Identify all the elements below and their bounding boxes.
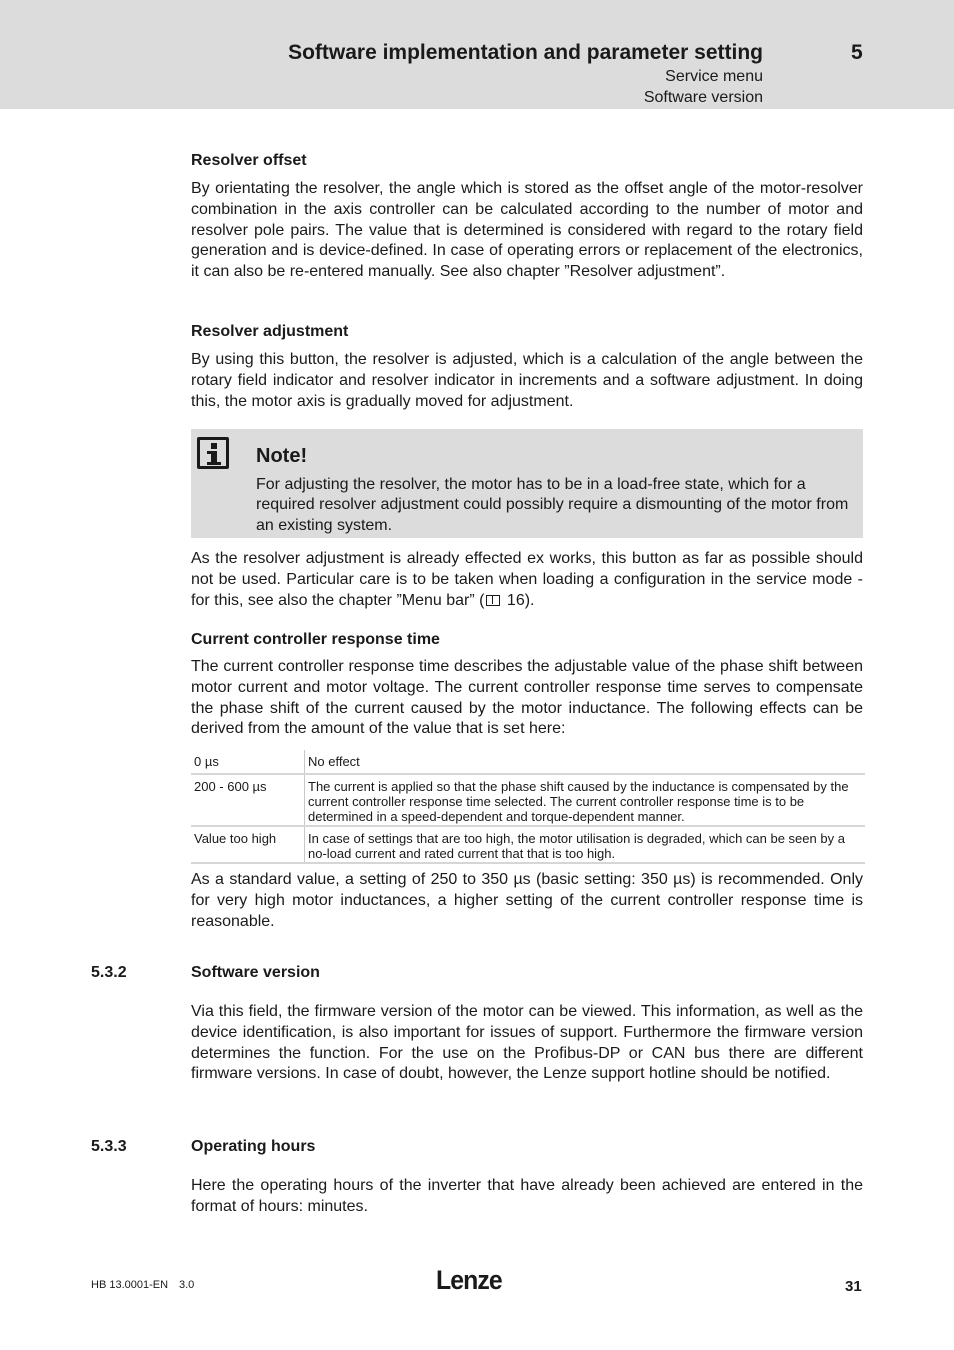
section-532-number: 5.3.2 [91,964,127,981]
table-cell-effect: In case of settings that are too high, the motor utilisation is degraded, which can be seen by a no-load current and rated current that that is too high. [308,831,845,861]
page-number: 31 [845,1278,862,1295]
note-title: Note! [256,445,308,467]
table-row [191,750,865,774]
info-icon [197,437,229,469]
after-note-text: As the resolver adjustment is already effected ex works, this button as far as possible should not be used. Particular care is to be taken when loading a configuration in the service mode - for this, see also the chapter ”Menu bar” ( 16). [191,550,863,609]
table-cell-effect: The current is applied so that the phase shift caused by the inductance is compensated by the current controller response time selected. The current controller response time is to be determined in a speed-dependent and torque-dependent manner. [308,779,849,824]
section-533-text: Here the operating hours of the inverter that have already been achieved are entered in the format of hours: minutes. [191,1177,863,1215]
note-box [191,429,863,538]
subsection-subtitle: Software version [643,89,763,106]
document-version: 3.0 [179,1279,195,1291]
standard-value-text: As a standard value, a setting of 250 to 350 µs (basic setting: 350 µs) is recommended. Only for very high motor inductances, a higher setting of the current controller response time is reasonable. [191,871,863,930]
table-cell-value: 200 - 600 µs [191,774,305,826]
table-cell-value: 0 µs [191,750,305,774]
lenze-logo: Lenze [436,1265,502,1295]
section-532-text: Via this field, the firmware version of the motor can be viewed. This information, as well as the device identification, is also important for issues of support. Furthermore the firmware version determines the function. For the use on the Profibus-DP or CAN bus there are different firmware versions. In case of doubt, however, the Lenze support hotline should be notified. [191,1003,863,1083]
section-533-number: 5.3.3 [91,1138,127,1155]
table-row [191,774,865,826]
table-cell-value: Value too high [191,826,305,863]
chapter-number: 5 [851,41,863,64]
resolver-adjustment-text: By using this button, the resolver is adjusted, which is a calculation of the angle between the rotary field indicator and resolver indicator in increments and a software adjustment. In doing this, the motor axis is gradually moved for adjustment. [191,351,863,410]
current-controller-heading: Current controller response time [191,631,440,648]
resolver-adjustment-heading: Resolver adjustment [191,323,349,340]
book-reference-icon [486,595,500,606]
page-reference[interactable]: 16 [506,591,525,609]
document-id: HB 13.0001-EN [91,1279,169,1291]
current-controller-text: The current controller response time describes the adjustable value of the phase shift between motor current and motor voltage. The current controller response time serves to compensate the phase shift of the current caused by the motor inductance. The following effects can be derived from the amount of the value that is set here: [191,658,863,738]
section-533-title: Operating hours [191,1138,316,1155]
resolver-offset-text: By orientating the resolver, the angle which is stored as the offset angle of the motor-resolver combination in the axis controller can be calculated according to the number of motor and resolver pole pairs. The value that is determined is considered with regard to the rotary field generation and is device-defined. In case of operating errors or replacement of the electronics, it can also be re-entered manually. See also chapter ”Resolver adjustment”. [191,180,863,281]
table-cell-effect: No effect [308,754,360,769]
resolver-offset-heading: Resolver offset [191,152,307,169]
section-532-title: Software version [191,964,320,981]
response-time-table [191,750,865,864]
section-subtitle: Service menu [665,68,763,85]
table-row [191,826,865,863]
chapter-title: Software implementation and parameter setting [288,41,763,64]
note-text: For adjusting the resolver, the motor has to be in a load-free state, which for a required resolver adjustment could possibly require a dismounting of the motor from an existing system. [256,476,849,534]
